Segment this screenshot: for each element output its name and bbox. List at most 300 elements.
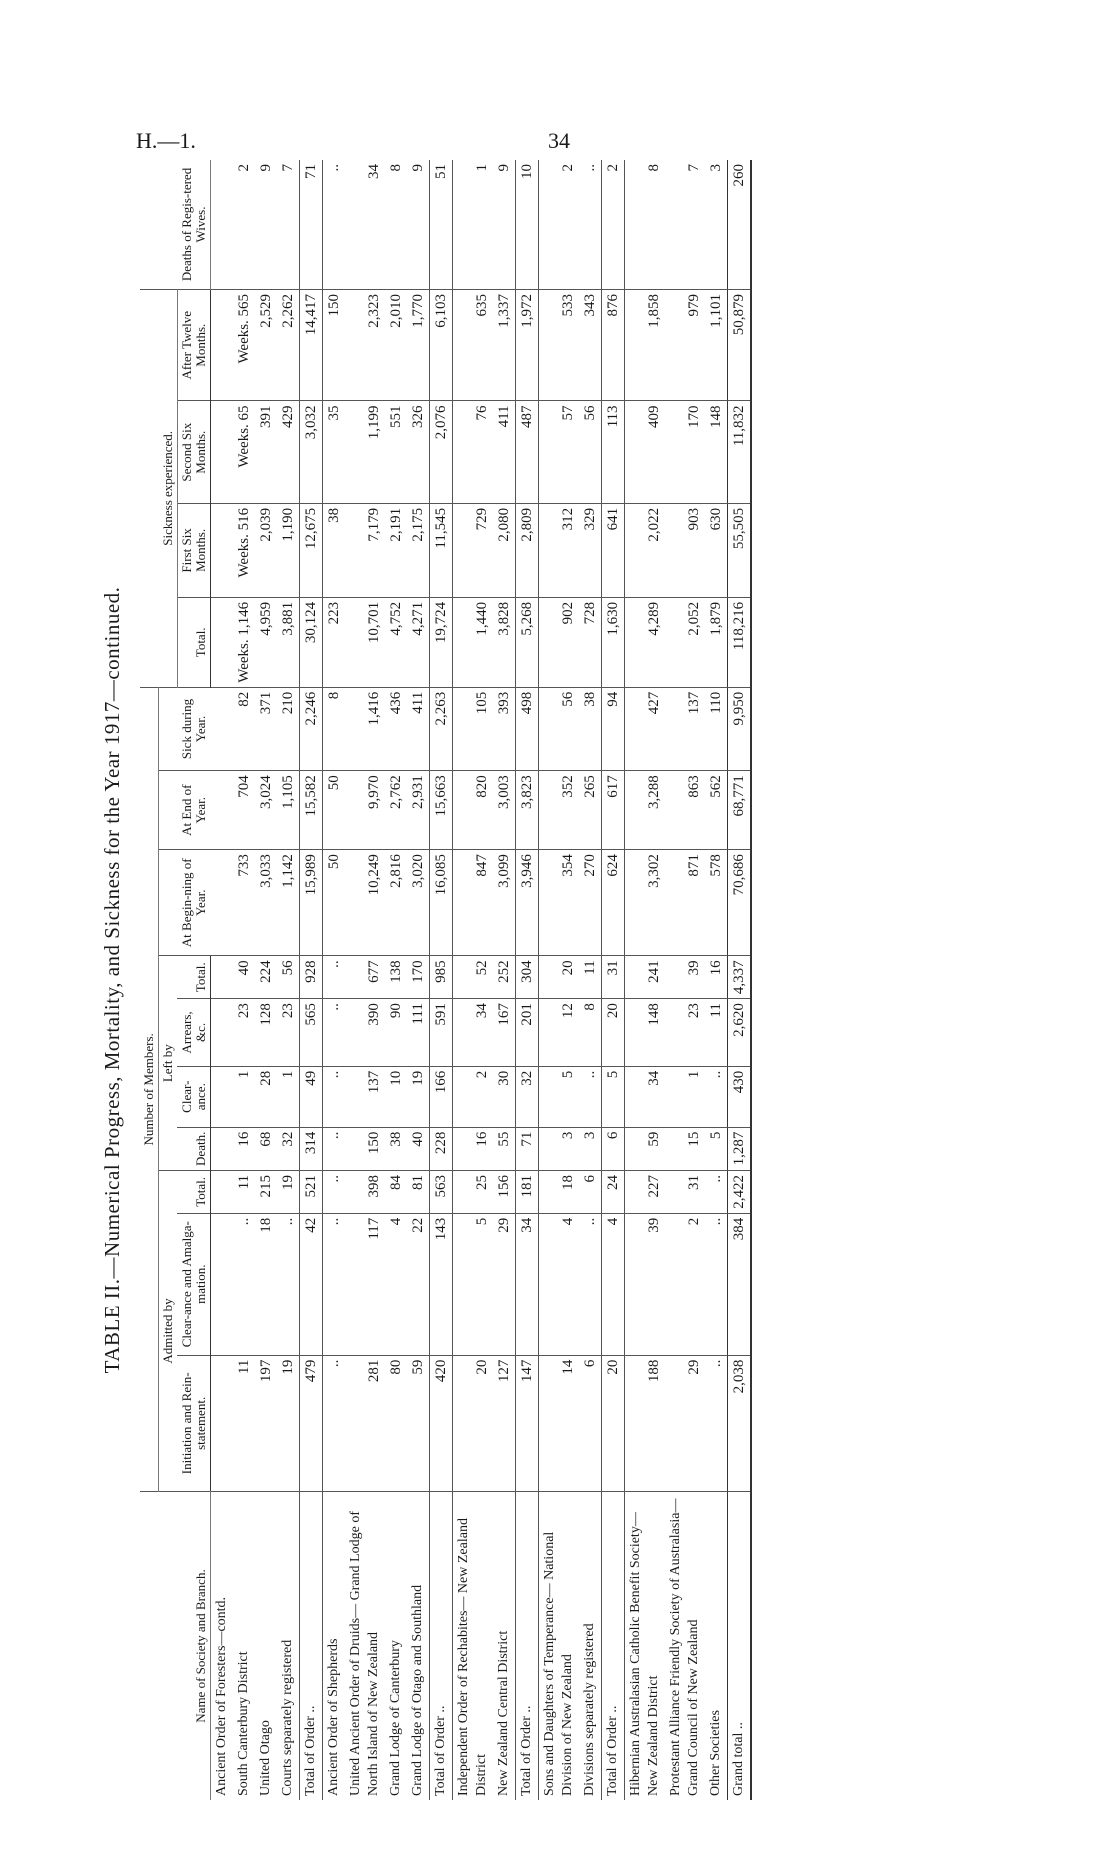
table-cell: 11,545: [429, 503, 452, 597]
table-cell: ..: [322, 1066, 345, 1127]
table-cell: 624: [601, 850, 624, 956]
table-cell: 3,003: [493, 771, 516, 850]
row-name: Hibernian Australasian Catholic Benefit Society— New Zealand District: [627, 1512, 661, 1796]
table-cell: 3: [538, 1127, 579, 1170]
table-cell: 110: [705, 687, 728, 771]
table-cell: 1,416: [345, 687, 385, 771]
table-cell: [210, 1066, 233, 1127]
table-cell: 393: [493, 687, 516, 771]
table-cell: 10,701: [345, 597, 385, 687]
table-cell: 76: [452, 401, 493, 503]
table-cell: 11: [705, 999, 728, 1067]
table-cell: 1,630: [601, 597, 624, 687]
table-cell: 354: [538, 850, 579, 956]
table-cell: 105: [452, 687, 493, 771]
table-cell: 51: [429, 160, 452, 289]
table-cell: 1,770: [407, 289, 430, 401]
table-cell: 80: [385, 1355, 407, 1491]
table-cell: 2,263: [429, 687, 452, 771]
table-cell: 281: [345, 1355, 385, 1491]
table-cell: 15,582: [299, 771, 322, 850]
table-cell: 128: [255, 999, 277, 1067]
table-cell: 143: [429, 1213, 452, 1355]
table-cell: 34: [515, 1213, 538, 1355]
table-cell: 181: [515, 1170, 538, 1213]
table-cell: 847: [452, 850, 493, 956]
table-cell: 1: [233, 1066, 255, 1127]
table-row: [579, 160, 602, 1800]
row-name: Total of Order ..: [299, 1492, 322, 1801]
table-cell: 11: [579, 956, 602, 999]
table-cell: 391: [255, 401, 277, 503]
table-cell: 40: [233, 956, 255, 999]
table-cell: 617: [601, 771, 624, 850]
table-cell: 3,024: [255, 771, 277, 850]
table-cell: 19: [277, 1355, 300, 1491]
row-name: Total of Order ..: [601, 1492, 624, 1801]
members-header: Number of Members.: [140, 687, 159, 1491]
table-cell: 20: [601, 999, 624, 1067]
table-cell: 16: [452, 1127, 493, 1170]
table-cell: 4,289: [624, 597, 665, 687]
table-cell: 70,686: [727, 850, 751, 956]
table-cell: 11: [233, 1170, 255, 1213]
table-cell: 1,337: [493, 289, 516, 401]
table-row: [407, 160, 430, 1800]
table-cell: 150: [345, 1127, 385, 1170]
table-cell: 15: [665, 1127, 705, 1170]
table-cell: 863: [665, 771, 705, 850]
table-cell: 32: [277, 1127, 300, 1170]
table-cell: 10: [515, 160, 538, 289]
table-cell: 3,828: [493, 597, 516, 687]
table-cell: 1,101: [705, 289, 728, 401]
table-cell: 113: [601, 401, 624, 503]
table-cell: 52: [452, 956, 493, 999]
table-cell: 3,020: [407, 850, 430, 956]
table-cell: 28: [255, 1066, 277, 1127]
table-cell: 1,199: [345, 401, 385, 503]
table-cell: [210, 1355, 233, 1491]
table-cell: ..: [705, 1213, 728, 1355]
table-cell: 2,262: [277, 289, 300, 401]
rotated-table-region: [100, 160, 1020, 1800]
table-cell: 4,337: [727, 956, 751, 999]
col-arrears: Arrears, &c.: [177, 999, 210, 1067]
table-cell: [210, 1127, 233, 1170]
col-at-end: At End of Year.: [159, 771, 211, 850]
table-row: [299, 160, 322, 1800]
table-title: TABLE II.—Numerical Progress, Mortality, and Sickness for the Year 1917—continued.: [100, 586, 124, 1374]
table-cell: 420: [429, 1355, 452, 1491]
table-cell: 1,440: [452, 597, 493, 687]
table-cell: 4,752: [385, 597, 407, 687]
table-cell: 326: [407, 401, 430, 503]
table-cell: 81: [407, 1170, 430, 1213]
table-cell: 19: [277, 1170, 300, 1213]
table-cell: 4,959: [255, 597, 277, 687]
table-cell: 398: [345, 1170, 385, 1213]
table-cell: 3: [705, 160, 728, 289]
table-cell: 57: [538, 401, 579, 503]
table-cell: 16: [233, 1127, 255, 1170]
table-cell: 329: [579, 503, 602, 597]
table-cell: 11: [233, 1355, 255, 1491]
table-cell: 6: [579, 1355, 602, 1491]
row-name: Courts separately registered: [279, 1639, 295, 1796]
table-cell: 31: [665, 1170, 705, 1213]
table-cell: 24: [601, 1170, 624, 1213]
table-cell: 34: [452, 999, 493, 1067]
row-name: Independent Order of Rechabites— New Zealand District: [455, 1518, 489, 1796]
table-cell: 19: [407, 1066, 430, 1127]
table-cell: 1,972: [515, 289, 538, 401]
table-cell: 56: [277, 956, 300, 999]
table-cell: 34: [345, 160, 385, 289]
table-cell: [210, 850, 233, 956]
table-row: [493, 160, 516, 1800]
table-cell: 55: [493, 1127, 516, 1170]
table-cell: 2: [601, 160, 624, 289]
table-cell: 14: [538, 1355, 579, 1491]
table-cell: 90: [385, 999, 407, 1067]
table-cell: 390: [345, 999, 385, 1067]
table-cell: 94: [601, 687, 624, 771]
table-cell: 876: [601, 289, 624, 401]
table-cell: 2,620: [727, 999, 751, 1067]
table-cell: 16,085: [429, 850, 452, 956]
table-row: [538, 160, 579, 1800]
table-cell: 3,099: [493, 850, 516, 956]
table-cell: 150: [322, 289, 345, 401]
table-cell: 2,529: [255, 289, 277, 401]
table-cell: 2,246: [299, 687, 322, 771]
table-cell: 197: [255, 1355, 277, 1491]
table-cell: 487: [515, 401, 538, 503]
table-cell: 429: [277, 401, 300, 503]
col-clearance-amalg: Clear-ance and Amalga-mation.: [177, 1213, 210, 1355]
table-cell: Weeks. 516: [233, 503, 255, 597]
row-name: United Ancient Order of Druids— Grand Lodge of North Island of New Zealand: [347, 1511, 381, 1796]
table-cell: ..: [705, 1355, 728, 1491]
table-cell: 170: [665, 401, 705, 503]
table-cell: 3,033: [255, 850, 277, 956]
table-cell: 82: [233, 687, 255, 771]
table-cell: [210, 1213, 233, 1355]
table-cell: 15,663: [429, 771, 452, 850]
table-row: [345, 160, 385, 1800]
table-cell: 49: [299, 1066, 322, 1127]
left-by-header: Left by: [159, 956, 178, 1171]
col-sick-during: Sick during Year.: [159, 687, 211, 771]
table-cell: 1,287: [727, 1127, 751, 1170]
table-cell: 312: [538, 503, 579, 597]
table-cell: 2,323: [345, 289, 385, 401]
table-cell: 8: [385, 160, 407, 289]
table-cell: 19,724: [429, 597, 452, 687]
table-cell: 1: [665, 1066, 705, 1127]
table-cell: 156: [493, 1170, 516, 1213]
table-cell: 563: [429, 1170, 452, 1213]
table-cell: 551: [385, 401, 407, 503]
table-cell: 3: [579, 1127, 602, 1170]
table-cell: 29: [493, 1213, 516, 1355]
table-cell: 11,832: [727, 401, 751, 503]
table-cell: ..: [277, 1213, 300, 1355]
table-cell: [210, 999, 233, 1067]
table-cell: 2,809: [515, 503, 538, 597]
table-cell: 928: [299, 956, 322, 999]
table-cell: 2,931: [407, 771, 430, 850]
table-cell: 2,816: [385, 850, 407, 956]
table-cell: 2,039: [255, 503, 277, 597]
table-cell: 9: [255, 160, 277, 289]
table-row: [452, 160, 493, 1800]
table-cell: 2,052: [665, 597, 705, 687]
table-cell: 7: [665, 160, 705, 289]
table-cell: 23: [277, 999, 300, 1067]
table-cell: 2: [452, 1066, 493, 1127]
table-cell: 40: [407, 1127, 430, 1170]
table-cell: 578: [705, 850, 728, 956]
table-cell: 5: [452, 1213, 493, 1355]
table-row: [233, 160, 255, 1800]
table-cell: 371: [255, 687, 277, 771]
table-cell: ..: [322, 999, 345, 1067]
table-cell: 137: [345, 1066, 385, 1127]
table-cell: 18: [255, 1213, 277, 1355]
table-cell: 1: [452, 160, 493, 289]
table-row: [601, 160, 624, 1800]
table-cell: 9,970: [345, 771, 385, 850]
table-cell: ..: [705, 1066, 728, 1127]
table-cell: 409: [624, 401, 665, 503]
table-cell: 42: [299, 1213, 322, 1355]
table-cell: 34: [624, 1066, 665, 1127]
table-cell: 704: [233, 771, 255, 850]
table-cell: 12,675: [299, 503, 322, 597]
table-cell: 3,302: [624, 850, 665, 956]
table-row: [624, 160, 665, 1800]
table-cell: 8: [579, 999, 602, 1067]
table-cell: 533: [538, 289, 579, 401]
table-cell: [210, 289, 233, 401]
table-cell: 677: [345, 956, 385, 999]
table-cell: 5: [705, 1127, 728, 1170]
table-cell: 118,216: [727, 597, 751, 687]
table-cell: 137: [665, 687, 705, 771]
table-cell: 9,950: [727, 687, 751, 771]
row-name: United Otago: [257, 1720, 273, 1796]
col-death: Death.: [177, 1127, 210, 1170]
table-cell: 2,076: [429, 401, 452, 503]
table-cell: Weeks. 65: [233, 401, 255, 503]
table-cell: 479: [299, 1355, 322, 1491]
table-row: [322, 160, 345, 1800]
col-left-total: Total.: [177, 956, 210, 999]
table-row: [727, 160, 751, 1800]
table-cell: 227: [624, 1170, 665, 1213]
table-cell: 56: [538, 687, 579, 771]
table-cell: 304: [515, 956, 538, 999]
admitted-by-header: Admitted by: [159, 1170, 178, 1491]
table-cell: 138: [385, 956, 407, 999]
table-cell: 20: [538, 956, 579, 999]
row-name: Ancient Order of Foresters—contd.: [213, 1596, 229, 1796]
table-cell: 148: [624, 999, 665, 1067]
table-cell: 71: [515, 1127, 538, 1170]
table-cell: 223: [322, 597, 345, 687]
table-cell: 20: [452, 1355, 493, 1491]
table-cell: 270: [579, 850, 602, 956]
table-cell: 8: [322, 687, 345, 771]
table-cell: 343: [579, 289, 602, 401]
table-cell: [210, 687, 233, 771]
table-cell: 111: [407, 999, 430, 1067]
table-cell: [210, 401, 233, 503]
col-at-beginning: At Begin-ning of Year.: [159, 850, 211, 956]
row-name: Ancient Order of Shepherds: [325, 1638, 341, 1796]
table-cell: 2,762: [385, 771, 407, 850]
table-row: [665, 160, 705, 1800]
col-clearance: Clear-ance.: [177, 1066, 210, 1127]
table-cell: 7,179: [345, 503, 385, 597]
table-cell: 902: [538, 597, 579, 687]
table-cell: [210, 503, 233, 597]
row-name: Total of Order ..: [429, 1492, 452, 1801]
table-cell: 728: [579, 597, 602, 687]
table-cell: 314: [299, 1127, 322, 1170]
table-cell: 641: [601, 503, 624, 597]
table-cell: Weeks. 565: [233, 289, 255, 401]
table-cell: 411: [407, 687, 430, 771]
table-cell: 59: [624, 1127, 665, 1170]
table-cell: 6,103: [429, 289, 452, 401]
statistics-table: [140, 160, 752, 1800]
table-cell: 18: [538, 1170, 579, 1213]
table-cell: 188: [624, 1355, 665, 1491]
table-cell: 2,422: [727, 1170, 751, 1213]
table-cell: 117: [345, 1213, 385, 1355]
table-cell: 427: [624, 687, 665, 771]
table-cell: 31: [601, 956, 624, 999]
table-cell: 498: [515, 687, 538, 771]
sickness-header: Sickness experienced.: [140, 289, 177, 687]
table-cell: 68: [255, 1127, 277, 1170]
table-cell: 39: [665, 956, 705, 999]
table-cell: ..: [322, 1170, 345, 1213]
table-cell: [210, 771, 233, 850]
table-cell: 3,881: [277, 597, 300, 687]
table-cell: 521: [299, 1170, 322, 1213]
table-cell: 50,879: [727, 289, 751, 401]
table-cell: ..: [705, 1170, 728, 1213]
page-number: 34: [548, 128, 570, 153]
table-cell: 127: [493, 1355, 516, 1491]
table-cell: 436: [385, 687, 407, 771]
table-cell: 16: [705, 956, 728, 999]
table-cell: 903: [665, 503, 705, 597]
table-cell: 4: [385, 1213, 407, 1355]
table-cell: 260: [727, 160, 751, 289]
table-cell: [210, 597, 233, 687]
table-row: [705, 160, 728, 1800]
table-cell: 5: [538, 1066, 579, 1127]
table-cell: 635: [452, 289, 493, 401]
table-cell: 4,271: [407, 597, 430, 687]
table-cell: ..: [322, 1127, 345, 1170]
table-cell: 1,105: [277, 771, 300, 850]
table-cell: 2,175: [407, 503, 430, 597]
table-cell: ..: [579, 1213, 602, 1355]
table-cell: 228: [429, 1127, 452, 1170]
table-row: [277, 160, 300, 1800]
table-cell: 20: [601, 1355, 624, 1491]
col-after-twelve: After Twelve Months.: [177, 289, 210, 401]
col-deaths-wives: Deaths of Regis-tered Wives.: [140, 160, 210, 289]
table-cell: ..: [322, 1213, 345, 1355]
table-cell: 3,032: [299, 401, 322, 503]
table-cell: 630: [705, 503, 728, 597]
table-cell: 733: [233, 850, 255, 956]
row-name: Sons and Daughters of Temperance— National Division of New Zealand: [541, 1531, 575, 1796]
table-row: [385, 160, 407, 1800]
table-cell: 4: [601, 1213, 624, 1355]
table-cell: 59: [407, 1355, 430, 1491]
table-cell: 729: [452, 503, 493, 597]
table-cell: 148: [705, 401, 728, 503]
table-cell: 224: [255, 956, 277, 999]
table-cell: 9: [493, 160, 516, 289]
table-cell: 1: [277, 1066, 300, 1127]
table-cell: 35: [322, 401, 345, 503]
table-cell: 820: [452, 771, 493, 850]
table-cell: 215: [255, 1170, 277, 1213]
table-row: [210, 160, 233, 1800]
row-name: New Zealand Central District: [495, 1630, 511, 1796]
table-cell: ..: [233, 1213, 255, 1355]
row-name: Grand Lodge of Canterbury: [387, 1640, 403, 1796]
table-cell: 562: [705, 771, 728, 850]
table-cell: 25: [452, 1170, 493, 1213]
table-cell: 2: [665, 1213, 705, 1355]
table-cell: 23: [665, 999, 705, 1067]
table-cell: ..: [322, 160, 345, 289]
table-cell: 50: [322, 771, 345, 850]
table-cell: ..: [322, 1355, 345, 1491]
table-cell: 985: [429, 956, 452, 999]
table-cell: 71: [299, 160, 322, 289]
table-cell: ..: [579, 160, 602, 289]
table-cell: 241: [624, 956, 665, 999]
table-cell: 2,191: [385, 503, 407, 597]
table-cell: ..: [322, 956, 345, 999]
table-cell: 265: [579, 771, 602, 850]
table-cell: [210, 956, 233, 999]
table-row: [255, 160, 277, 1800]
table-cell: 7: [277, 160, 300, 289]
page-header-left: H.—1.: [136, 128, 196, 153]
table-cell: 1,142: [277, 850, 300, 956]
table-cell: 2,022: [624, 503, 665, 597]
table-cell: 12: [538, 999, 579, 1067]
col-initiation: Initiation and Rein-statement.: [177, 1355, 210, 1491]
table-cell: 6: [601, 1127, 624, 1170]
table-cell: 979: [665, 289, 705, 401]
table-cell: 1,858: [624, 289, 665, 401]
table-cell: 9: [407, 160, 430, 289]
row-name: Grand Lodge of Otago and Southland: [409, 1584, 425, 1796]
